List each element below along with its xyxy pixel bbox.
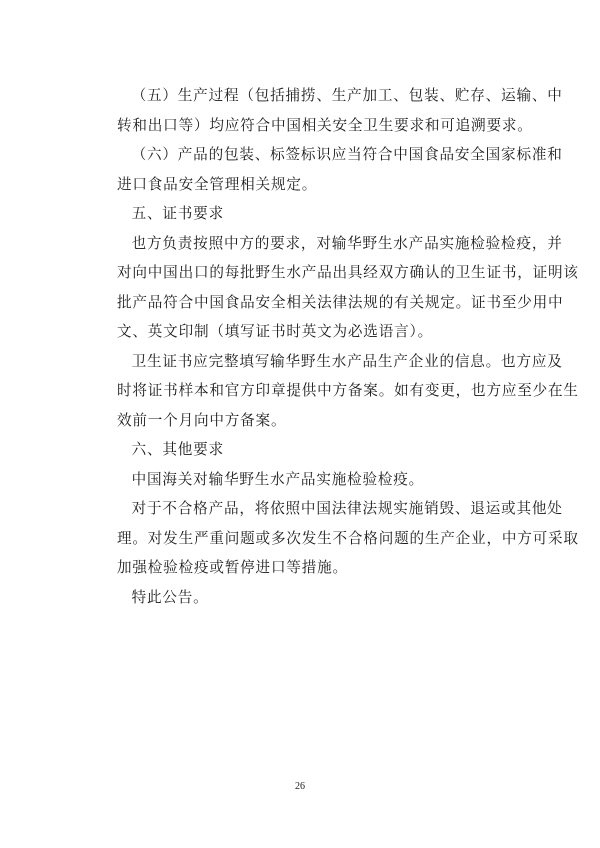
text-line: 文、英文印制（填写证书时英文为必选语言）。 <box>117 323 433 340</box>
paragraph-certificate-2 <box>117 347 579 436</box>
paragraph-other-1 <box>117 465 507 495</box>
document-body <box>117 81 579 612</box>
text-line: 对于不合格产品，将依照中国法律法规实施销毁、退运或其他处 <box>131 500 563 517</box>
text-line: 效前一个月向中方备案。 <box>117 411 287 429</box>
text-line: 转和出口等）均应符合中国相关安全卫生要求和可追溯要求。 <box>117 116 533 134</box>
text-line: 时将证书样本和官方印章提供中方备案。如有变更，也方应至少在生 <box>117 382 579 399</box>
heading-text: 五、证书要求 <box>131 205 224 222</box>
text-line: 特此公告。 <box>131 588 209 606</box>
page-number: 26 <box>295 781 305 792</box>
text-line: 卫生证书应完整填写输华野生水产品生产企业的信息。也方应及 <box>131 352 563 370</box>
text-line: 对向中国出口的每批野生水产品出具经双方确认的卫生证书，证明该 <box>117 264 579 281</box>
text-line: 加强检验检疫或暂停进口等措施。 <box>117 559 348 576</box>
section-heading-certificate <box>117 199 507 229</box>
paragraph-other-2 <box>117 494 579 583</box>
text-line: 进口食品安全管理相关规定。 <box>117 175 318 193</box>
text-line: 理。对发生严重问题或多次发生不合格问题的生产企业，中方可采取 <box>117 529 579 547</box>
text-line: （五）生产过程（包括捕捞、生产加工、包装、贮存、运输、中 <box>131 87 563 104</box>
paragraph-certificate-1 <box>117 229 579 347</box>
closing-statement <box>117 583 507 613</box>
text-line: 中国海关对输华野生水产品实施检验检疫。 <box>131 470 425 488</box>
text-line: （六）产品的包装、标签标识应当符合中国食品安全国家标准和 <box>131 146 563 163</box>
paragraph-item-6 <box>117 140 563 199</box>
section-heading-other <box>117 435 507 465</box>
heading-text: 六、其他要求 <box>131 441 224 458</box>
paragraph-item-5 <box>117 81 563 140</box>
text-line: 批产品符合中国食品安全相关法律法规的有关规定。证书至少用中 <box>117 293 564 311</box>
text-line: 也方负责按照中方的要求，对输华野生水产品实施检验检疫，并 <box>131 234 563 252</box>
